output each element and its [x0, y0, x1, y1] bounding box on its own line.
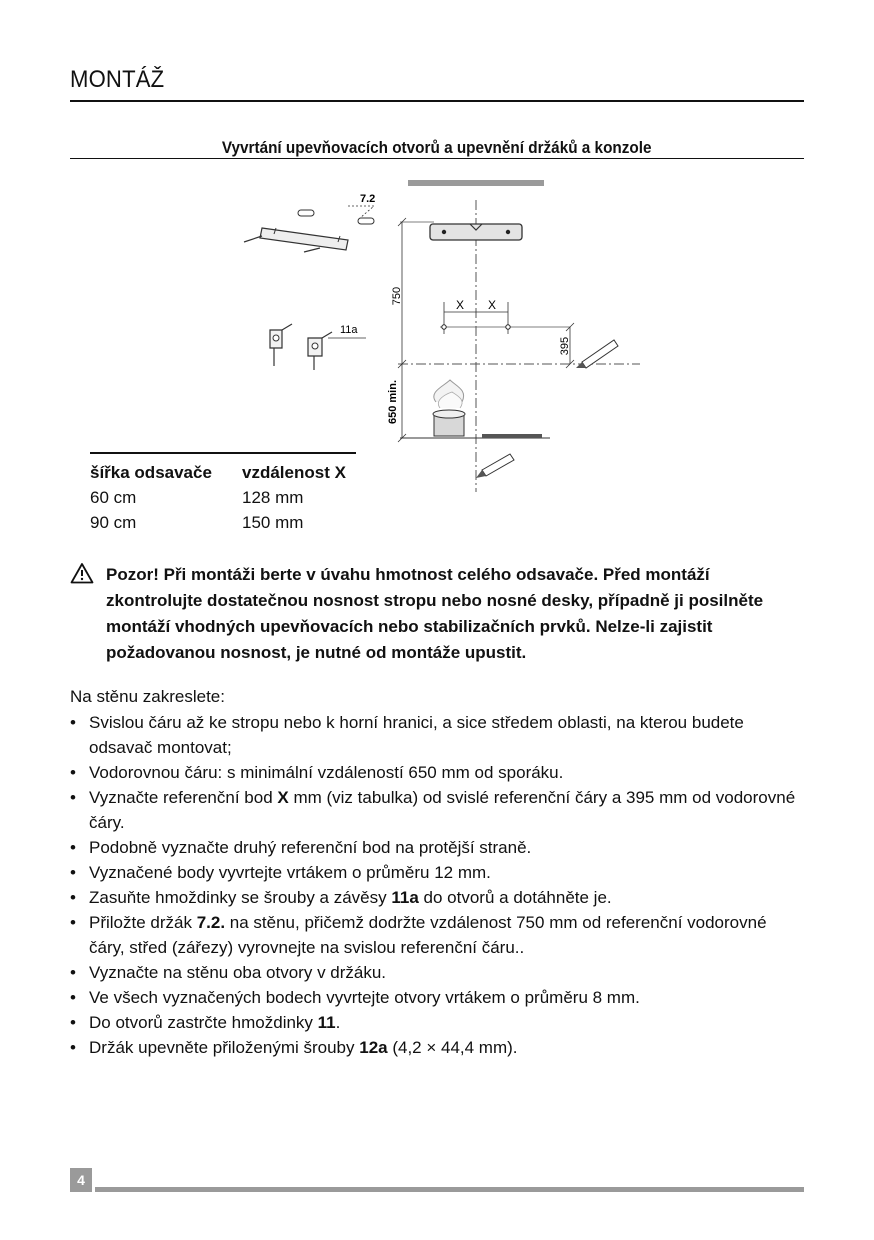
item-text: Do otvorů zastrčte hmoždinky	[89, 1013, 318, 1032]
mounting-diagram-svg	[230, 172, 650, 497]
bullet-icon: •	[70, 863, 76, 882]
bullet-icon: •	[70, 1038, 76, 1057]
list-item	[70, 860, 804, 885]
item-text: (4,2 × 44,4 mm).	[387, 1038, 518, 1057]
item-text: Přiložte držák	[89, 913, 197, 932]
item-text: na stěnu, přičemž dodržte vzdálenost 750 mm od referenční vodorovné čáry, střed (zářezy) vyrovnejte na svislou referenční čáru..	[89, 913, 767, 957]
warning-notice	[70, 562, 804, 666]
list-item	[70, 710, 804, 760]
bullet-icon: •	[70, 988, 76, 1007]
bullet-icon: •	[70, 713, 76, 732]
reference-term: 7.2.	[196, 913, 226, 932]
bullet-icon: •	[70, 788, 76, 807]
instructions	[70, 684, 804, 1060]
page-title: MONTÁŽ	[70, 66, 165, 93]
dimension-650-label: 650 min.	[387, 379, 399, 425]
bullet-icon: •	[70, 963, 76, 982]
list-item	[70, 910, 804, 960]
ceiling-shape	[408, 180, 544, 186]
table-cell-distance: 128 mm	[242, 488, 304, 507]
section-title-text: Vyvrtání upevňovacích otvorů a upevnění držáků a konzole	[222, 138, 652, 157]
item-text: Podobně vyznačte druhý referenční bod na protější straně.	[89, 838, 532, 857]
item-text: do otvorů a dotáhněte je.	[418, 888, 612, 907]
dimension-650	[398, 364, 550, 442]
dimension-x-left-label: X	[455, 298, 465, 312]
list-item	[70, 760, 804, 785]
bullet-icon: •	[70, 913, 76, 932]
table-row	[90, 510, 356, 535]
cooktop-pot	[433, 380, 542, 438]
reference-term: 12a	[359, 1038, 388, 1057]
bullet-icon: •	[70, 838, 76, 857]
page-number: 4	[70, 1168, 92, 1192]
page-footer	[70, 1168, 804, 1192]
item-text: Svislou čáru až ke stropu nebo k horní hranici, a sice středem oblasti, na kterou budete odsavač montovat;	[89, 713, 744, 757]
item-text: Vyznačte na stěnu oba otvory v držáku.	[89, 963, 387, 982]
list-item	[70, 960, 804, 985]
item-text: .	[335, 1013, 341, 1032]
item-text: Zasuňte hmoždinky se šrouby a závěsy	[89, 888, 392, 907]
list-item	[70, 1035, 804, 1060]
dimension-395-label: 395	[559, 336, 571, 356]
bullet-icon: •	[70, 1013, 76, 1032]
item-text: mm (viz tabulka) od svislé referenční čáry a 395 mm od vodorovné čáry.	[89, 788, 796, 832]
hood-width-table	[90, 452, 356, 535]
reference-term: 11a	[391, 888, 419, 907]
table-cell-width: 60 cm	[90, 488, 137, 507]
item-text: Držák upevněte přiloženými šrouby	[89, 1038, 360, 1057]
footer-bar	[95, 1187, 804, 1192]
bullet-icon: •	[70, 888, 76, 907]
table-cell-width: 90 cm	[90, 513, 137, 532]
page-header	[70, 66, 804, 102]
wall-bracket	[430, 224, 522, 240]
table-header-row	[90, 460, 356, 485]
table-header-width: šířka odsavače	[90, 463, 212, 482]
reference-term: 11	[317, 1013, 336, 1032]
item-text: Vyznačte referenční bod	[89, 788, 278, 807]
instructions-list	[70, 710, 804, 1060]
item-text: Vodorovnou čáru: s minimální vzdáleností 650 mm od sporáku.	[89, 763, 564, 782]
hook-part-label: 11a	[340, 324, 358, 336]
pencil-icon	[476, 454, 514, 478]
instructions-lead: Na stěnu zakreslete:	[70, 687, 225, 706]
table-header-distance: vzdálenost X	[242, 463, 346, 482]
item-text: Vyznačené body vyvrtejte vrtákem o průměru 12 mm.	[89, 863, 491, 882]
list-item	[70, 885, 804, 910]
bracket-part-7-2	[244, 206, 374, 252]
table-top-rule	[90, 452, 356, 454]
dimension-x-right-label: X	[487, 298, 497, 312]
dimension-750	[398, 218, 434, 368]
bullet-icon: •	[70, 763, 76, 782]
list-item	[70, 785, 804, 835]
list-item	[70, 835, 804, 860]
table-row	[90, 485, 356, 510]
table-cell-distance: 150 mm	[242, 513, 304, 532]
mounting-diagram	[230, 172, 650, 497]
warning-text: Pozor! Při montáži berte v úvahu hmotnost celého odsavače. Před montáží zkontrolujte dostatečnou nosnost stropu nebo nosné desky, případně ji posilněte montáží vhodných upevňovacích nebo stabilizačních prvků. Nelze-li zajistit požadovanou nosnost, je nutné od montáže upustit.	[106, 565, 764, 662]
warning-triangle-icon	[70, 562, 94, 584]
section-title	[70, 138, 804, 159]
list-item	[70, 985, 804, 1010]
dimension-750-label: 750	[391, 286, 403, 306]
reference-term: X	[277, 788, 289, 807]
bracket-part-label: 7.2	[360, 193, 376, 205]
list-item	[70, 1010, 804, 1035]
item-text: Ve všech vyznačených bodech vyvrtejte otvory vrtákem o průměru 8 mm.	[89, 988, 640, 1007]
